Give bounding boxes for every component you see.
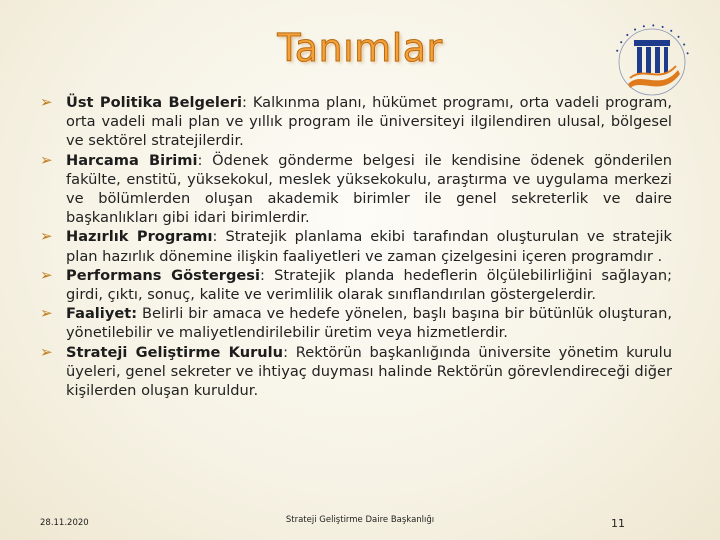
- definition-term: Hazırlık Programı: [66, 228, 213, 246]
- term-separator: :: [242, 94, 247, 111]
- list-item: [40, 266, 672, 304]
- definition-text: Stratejik planda hedeflerin ölçülebilirliğini sağlayan; girdi, çıktı, sonuç, kalite ve verimlilik olarak sınıflandırılan göstergelerdir.: [66, 266, 672, 304]
- term-separator: :: [212, 228, 218, 246]
- definition-term: Üst Politika Belgeleri: [66, 94, 242, 111]
- list-item: [40, 93, 672, 151]
- list-item: [40, 343, 672, 401]
- term-separator: :: [197, 151, 203, 169]
- page-number: 11: [611, 517, 625, 530]
- footer-date: 28.11.2020: [40, 518, 89, 528]
- arrow-bullet-icon: ➢: [40, 150, 53, 169]
- arrow-bullet-icon: ➢: [40, 227, 53, 246]
- term-separator: :: [283, 343, 288, 361]
- footer-department: Strateji Geliştirme Daire Başkanlığı: [285, 515, 435, 525]
- definition-term: Strateji Geliştirme Kurulu: [66, 343, 284, 361]
- term-separator: :: [259, 266, 265, 284]
- arrow-bullet-icon: ➢: [40, 265, 53, 284]
- university-logo: [604, 10, 700, 106]
- list-item: [40, 304, 672, 342]
- definition-text: Stratejik planlama ekibi tarafından oluşturulan ve stratejik plan hazırlık dönemine ilişkin faaliyetleri ve zaman çizelgesini içeren programdır .: [66, 228, 672, 265]
- list-item: [40, 227, 672, 265]
- definition-term: Harcama Birimi: [66, 151, 198, 169]
- definition-term: Performans Göstergesi: [66, 266, 260, 284]
- definition-term: Faaliyet:: [66, 305, 138, 323]
- arrow-bullet-icon: ➢: [40, 342, 53, 361]
- definition-text: Kalkınma planı, hükümet programı, orta vadeli program, orta vadeli mali plan ve yıllık program ile üniversiteyi ilgilendiren ulusal, bölgesel ve sektörel stratejilerdir.: [66, 94, 673, 150]
- slide-title: Tanımlar: [277, 26, 443, 70]
- list-item: [40, 151, 672, 228]
- definition-list: [40, 93, 672, 400]
- definition-text: Belirli bir amaca ve hedefe yönelen, başlı başına bir bütünlük oluşturan, yönetilebilir ve maliyetlendirilebilir üretim veya hizmetlerdir.: [66, 305, 672, 342]
- arrow-bullet-icon: ➢: [40, 93, 53, 111]
- arrow-bullet-icon: ➢: [40, 304, 53, 323]
- definition-text: Rektörün başkanlığında üniversite yönetim kurulu üyeleri, genel sekreter ve ihtiyaç duyması halinde Rektörün görevlendireceği diğer kişilerden oluşan kuruldur.: [66, 343, 672, 400]
- svg-text:• • • • • • • • • • • • • • •: • • • • • • • • • • •: [613, 21, 692, 58]
- university-logo-icon: [604, 10, 700, 106]
- definition-text: Ödenek gönderme belgesi ile kendisine ödenek gönderilen fakülte, enstitü, yüksekokul, meslek yüksekokulu, araştırma ve uygulama merkezi ve bölümlerden oluşan akademik birimler ile genel sekreterlik ve daire başkanlıkları gibi idari birimlerdir.: [66, 151, 672, 227]
